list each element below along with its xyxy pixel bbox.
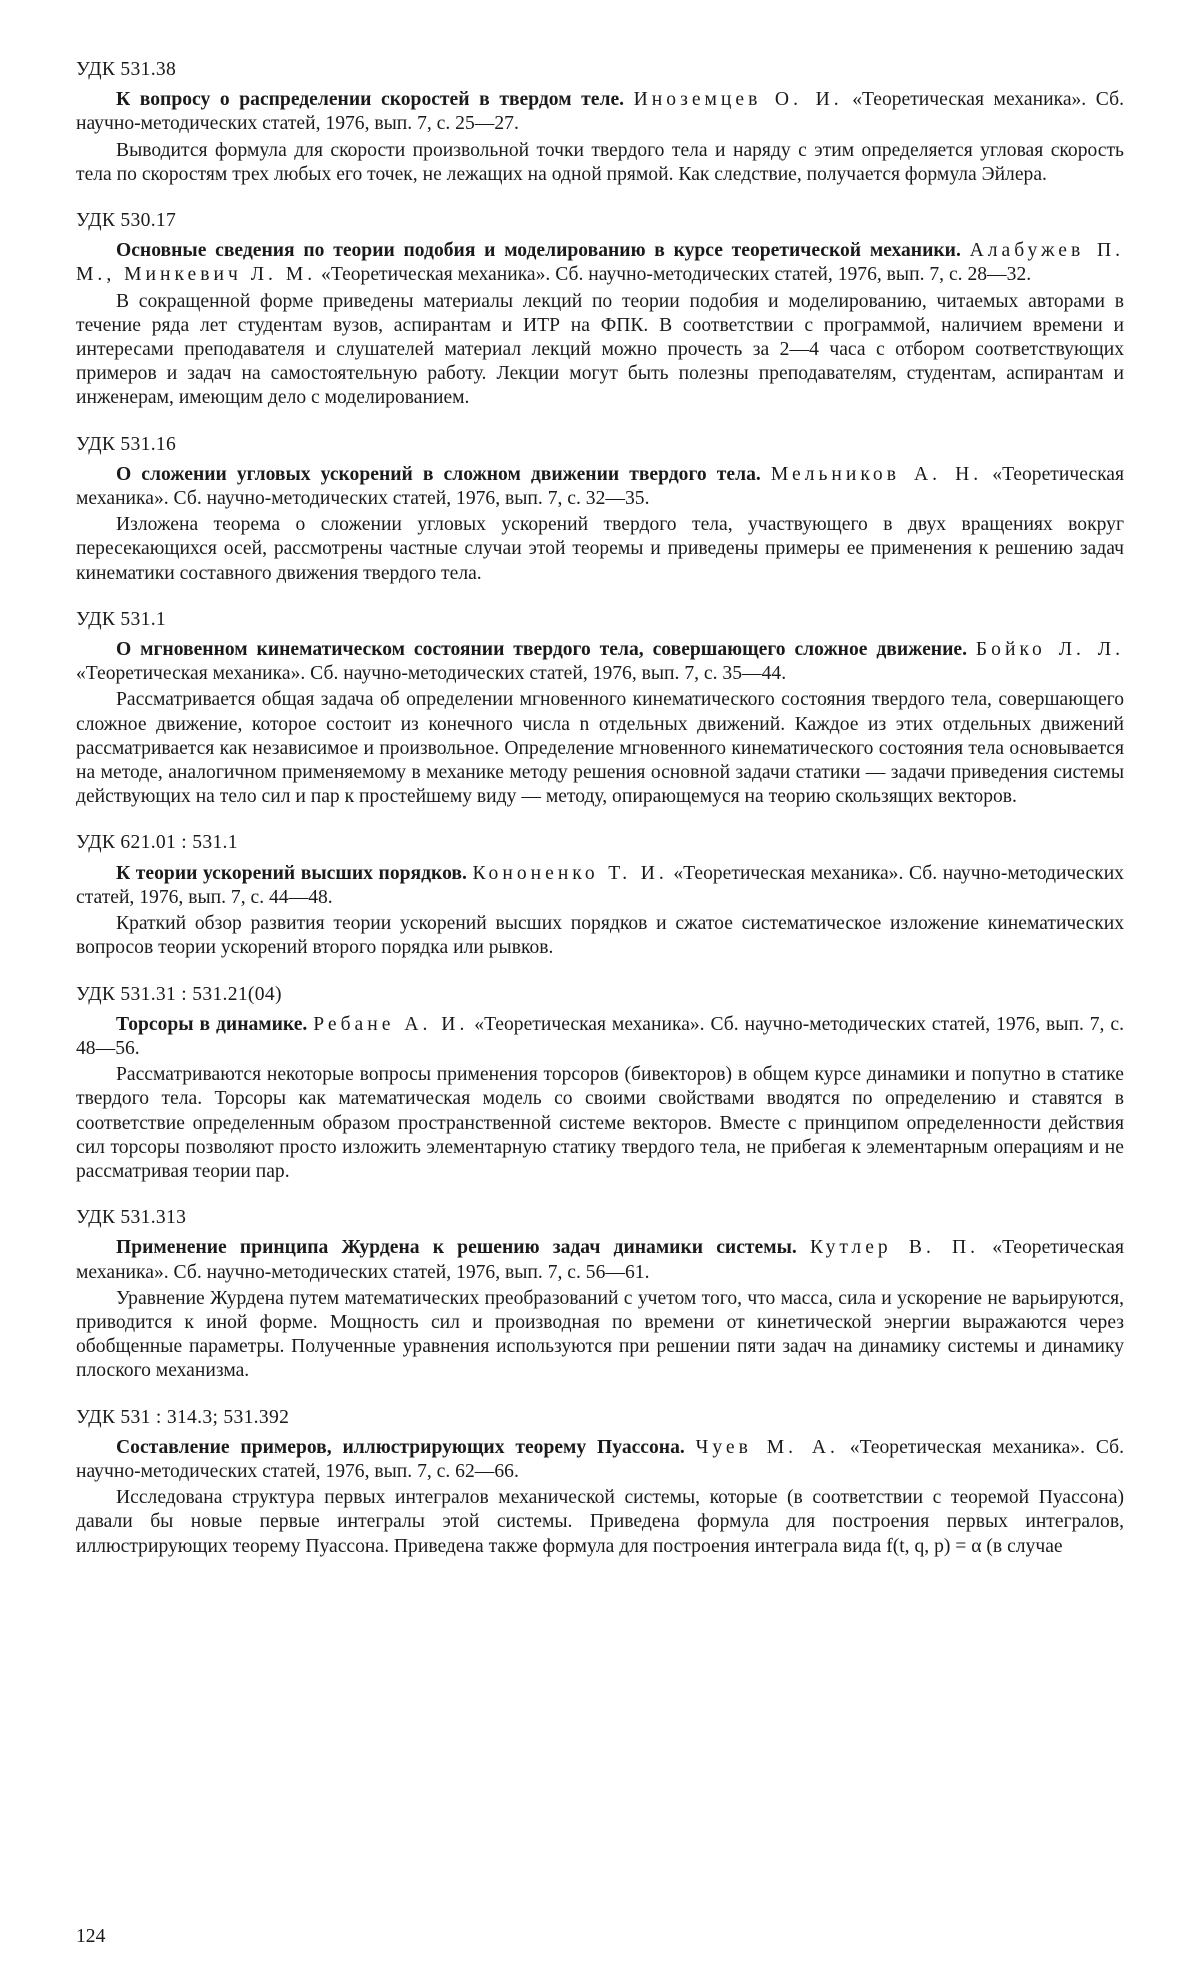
article-abstract: Изложена теорема о сложении угловых ускорений твердого тела, участвующего в двух вращениях вокруг пересекающихся осей, рассмотрены частные случаи этой теоремы и приведены примеры ее применения к решению задач кинематики составного движения твердого тела.	[76, 514, 1124, 584]
udc-code: УДК 531.16	[76, 433, 177, 455]
article-abstract: Рассматривается общая задача об определении мгновенного кинематического состояния твердого тела, совершающего сложное движение, которое состоит из конечного числа n отдельных движений. Каждое из этих отдельных движений рассматривается как независимое и произвольное. Определение мгновенного кинематического состояния тела основывается на методе, аналогичном применяемому в механике методу решения основной задачи статики — задачи приведения системы действующих на тело сил и пар к простейшему виду — методу, опирающемуся на теорию скользящих векторов.	[76, 689, 1124, 808]
article-author: Иноземцев О. И.	[633, 89, 843, 111]
abstract-entry-7	[76, 1206, 1124, 1383]
abstract-entry-1	[76, 58, 1124, 187]
entry-heading	[76, 463, 1124, 511]
entry-heading	[76, 1436, 1124, 1484]
article-author: Бойко Л. Л.	[975, 639, 1124, 661]
article-author: Чуев М. А.	[695, 1436, 839, 1458]
article-abstract: Уравнение Журдена путем математических преобразований с учетом того, что масса, сила и ускорение не варьируются, приводится к иной форме. Мощность сил и производная по времени от кинетической энергии выражаются через обобщенные параметры. Полученные уравнения используются при решении пяти задач на динамику системы и динамику плоского механизма.	[76, 1287, 1124, 1382]
article-author: Ребане А. И.	[313, 1013, 469, 1035]
article-source: «Теоретическая механика». Сб. научно-методических статей, 1976, вып. 7, с. 44—48.	[76, 862, 1124, 908]
udc-code: УДК 621.01 : 531.1	[76, 832, 238, 854]
abstract-entry-8	[76, 1406, 1124, 1559]
article-author: Кутлер В. П.	[809, 1237, 980, 1259]
udc-code: УДК 531 : 314.3; 531.392	[76, 1406, 290, 1428]
entry-heading	[76, 88, 1124, 136]
udc-code: УДК 531.313	[76, 1207, 187, 1229]
article-title: О мгновенном кинематическом состоянии твердого тела, совершающего сложное движение.	[116, 639, 967, 661]
entry-heading	[76, 1013, 1124, 1061]
entry-heading	[76, 862, 1124, 910]
article-title: К вопросу о распределении скоростей в твердом теле.	[116, 89, 625, 111]
udc-code: УДК 531.1	[76, 608, 167, 630]
article-abstract: Краткий обзор развития теории ускорений высших порядков и сжатое систематическое изложение кинематических вопросов теории ускорений второго порядка или рывков.	[76, 913, 1124, 959]
udc-code: УДК 531.38	[76, 59, 177, 80]
udc-code: УДК 530.17	[76, 210, 177, 232]
article-abstract: Выводится формула для скорости произвольной точки твердого тела и наряду с этим определяется угловая скорость тела по скоростям трех любых его точек, не лежащих на одной прямой. Как следствие, получается формула Эйлера.	[76, 139, 1124, 185]
abstract-entry-3	[76, 433, 1124, 586]
abstract-entry-2	[76, 209, 1124, 411]
abstract-entry-5	[76, 831, 1124, 960]
article-title: Торсоры в динамике.	[116, 1013, 308, 1035]
article-abstract: Исследована структура первых интегралов механической системы, которые (в соответствии с теоремой Пуассона) давали бы новые первые интегралы этой системы. Приведена формула для построения первых интегралов, иллюстрирующих теорему Пуассона. Приведена также формула для построения интеграла вида f(t, q, p) = α (в случае	[76, 1487, 1124, 1557]
article-author: Алабужев П. М., Минкевич Л. М.	[76, 240, 1124, 286]
article-title: К теории ускорений высших порядков.	[116, 862, 467, 884]
article-title: О сложении угловых ускорений в сложном движении твердого тела.	[116, 463, 761, 485]
article-title: Применение принципа Журдена к решению задач динамики системы.	[116, 1237, 797, 1259]
udc-code: УДК 531.31 : 531.21(04)	[76, 983, 282, 1005]
article-author: Мельников А. Н.	[770, 463, 983, 485]
page-number: 124	[76, 1926, 106, 1947]
article-source: «Теоретическая механика». Сб. научно-методических статей, 1976, вып. 7, с. 28—32.	[321, 264, 1032, 286]
article-title: Основные сведения по теории подобия и моделированию в курсе теоретической механики.	[116, 240, 961, 262]
entry-heading	[76, 1236, 1124, 1284]
article-source: «Теоретическая механика». Сб. научно-методических статей, 1976, вып. 7, с. 25—27.	[76, 89, 1124, 135]
article-source: «Теоретическая механика». Сб. научно-методических статей, 1976, вып. 7, с. 62—66.	[76, 1436, 1125, 1482]
article-source: «Теоретическая механика». Сб. научно-методических статей, 1976, вып. 7, с. 56—61.	[76, 1237, 1124, 1283]
article-source: «Теоретическая механика». Сб. научно-методических статей, 1976, вып. 7, с. 35—44.	[76, 663, 787, 685]
abstract-entry-4	[76, 608, 1124, 810]
article-source: «Теоретическая механика». Сб. научно-методических статей, 1976, вып. 7, с. 32—35.	[76, 463, 1125, 510]
article-abstract: В сокращенной форме приведены материалы лекций по теории подобия и моделированию, читаемых авторами в течение ряда лет студентам вузов, аспирантам и ИТР на ФПК. В соответствии с программой, наличием времени и интересами преподавателя и слушателей материал лекций можно прочесть за 2—4 часа с отбором соответствующих примеров и задач на самостоятельную работу. Лекции могут быть полезны преподавателям, студентам, аспирантам и инженерам, имеющим дело с моделированием.	[76, 290, 1124, 409]
abstract-entry-6	[76, 983, 1124, 1185]
entry-heading	[76, 638, 1124, 686]
article-title: Составление примеров, иллюстрирующих теорему Пуассона.	[116, 1436, 685, 1458]
article-abstract: Рассматриваются некоторые вопросы применения торсоров (бивекторов) в общем курсе динамики и попутно в статике твердого тела. Торсоры как математическая модель со своими свойствами вводятся по определению и ставятся в соответствие определенным образом пространственной системе векторов. Вместе с принципом определенности действия сил торсоры позволяют просто изложить элементарную статику твердого тела, не прибегая к элементарным операциям и не рассматривая теории пар.	[76, 1064, 1124, 1182]
article-author: Кононенко Т. И.	[472, 862, 668, 884]
entry-heading	[76, 239, 1124, 287]
article-source: «Теоретическая механика». Сб. научно-методических статей, 1976, вып. 7, с. 48—56.	[76, 1013, 1124, 1059]
